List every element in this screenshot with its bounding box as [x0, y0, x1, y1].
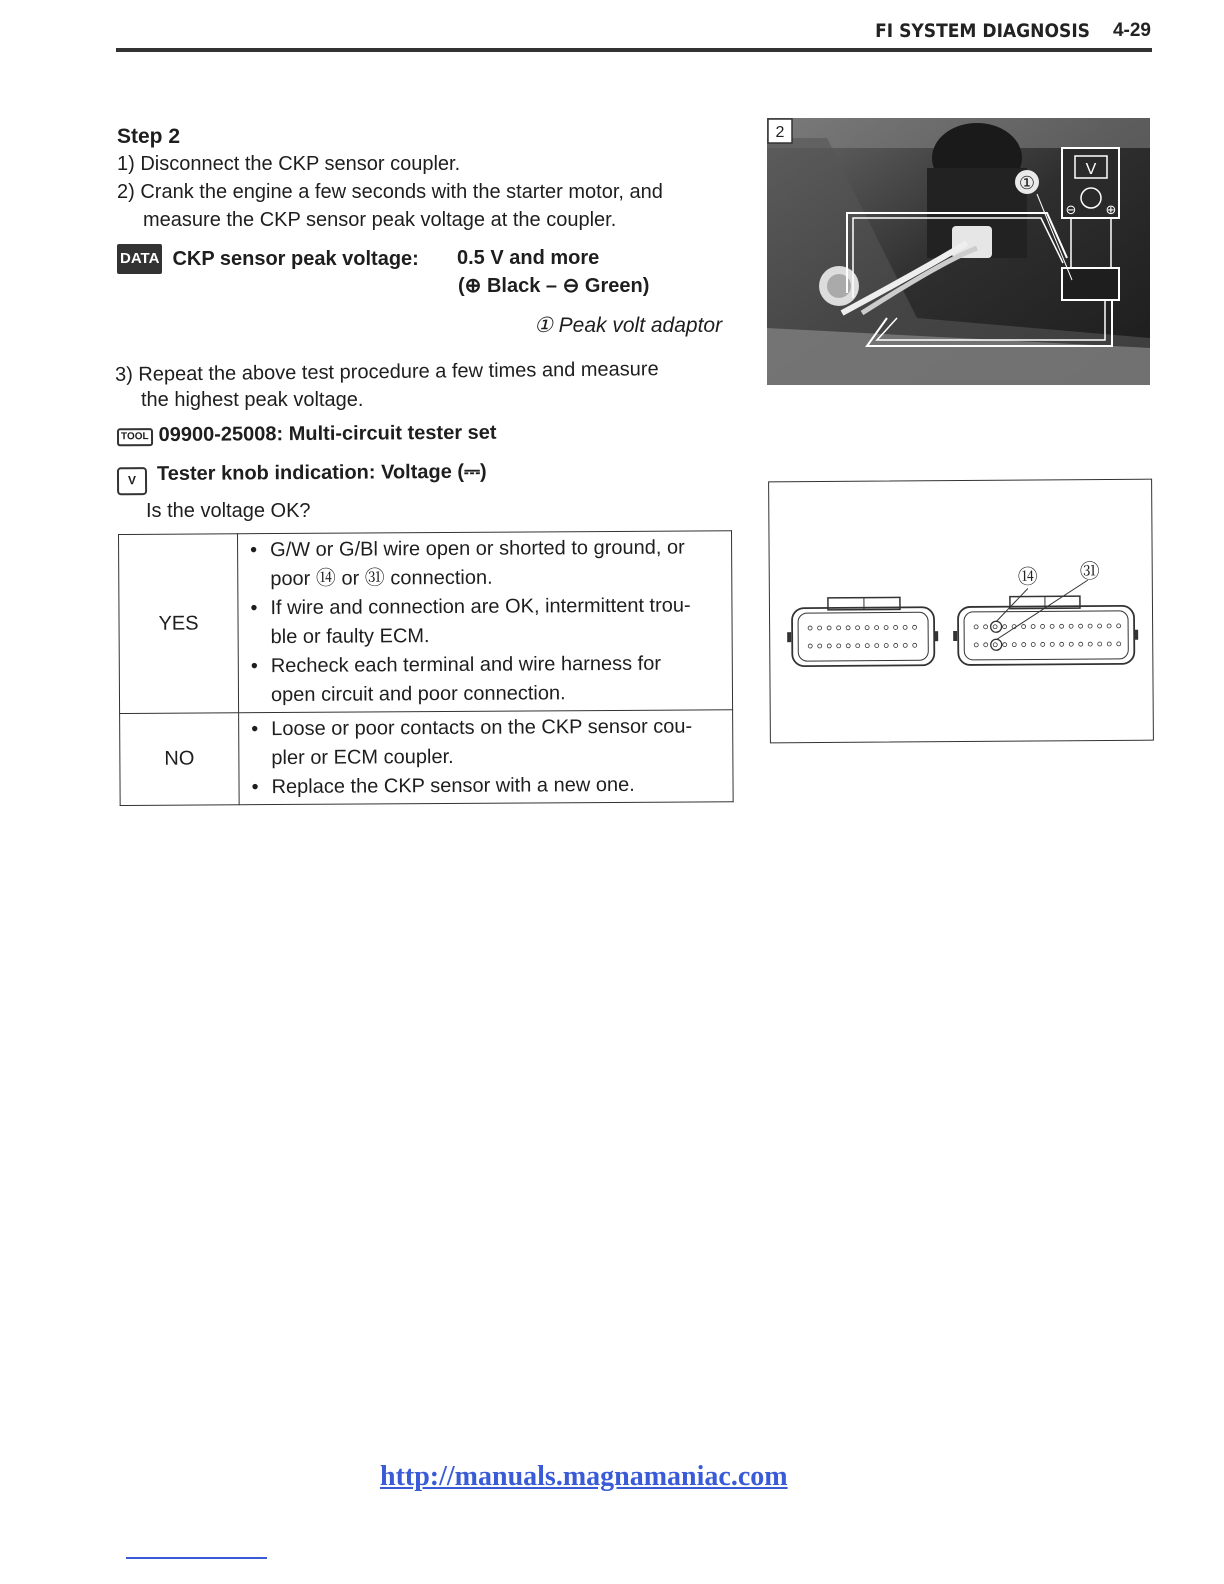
- coupler-pin: [846, 644, 850, 648]
- terminal-31-label: ㉛: [1079, 559, 1100, 584]
- coupler-terminal-diagram: [768, 479, 1154, 744]
- coupler-pin: [993, 625, 997, 629]
- photo-illustration: [767, 118, 1150, 385]
- coupler-pin: [974, 643, 978, 647]
- coupler-pin: [884, 644, 888, 648]
- coupler-pin: [1031, 624, 1035, 628]
- coupler-pin: [1069, 624, 1073, 628]
- coupler-pin: [1098, 642, 1102, 646]
- coupler-pin: [1117, 642, 1121, 646]
- answer-yes: YES: [119, 534, 239, 714]
- item-number: 3): [114, 363, 133, 386]
- list-item: • Loose or poor contacts on the CKP sensor cou- pler or ECM coupler.: [251, 712, 724, 773]
- result-table: [118, 530, 734, 806]
- list-item: • Replace the CKP sensor with a new one.: [251, 770, 724, 802]
- knob-text: Tester knob indication: Voltage (⎓): [156, 460, 487, 486]
- knob-spec: [117, 458, 487, 496]
- step-item-2: [117, 178, 663, 206]
- coupler-pin: [993, 643, 997, 647]
- coupler-illustration: [769, 480, 1151, 741]
- coupler-pin: [894, 643, 898, 647]
- table-row: [119, 531, 733, 714]
- coupler-pin: [875, 626, 879, 630]
- coupler-pin: [846, 626, 850, 630]
- coupler-pin: [1022, 625, 1026, 629]
- panel-number: 2: [775, 124, 785, 141]
- coupler-pin: [884, 626, 888, 630]
- list-item: • Recheck each terminal and wire harness for open circuit and poor connection.: [251, 649, 724, 710]
- tool-text: 09900-25008: Multi-circuit tester set: [158, 421, 497, 447]
- coupler-pin: [1079, 624, 1083, 628]
- spec-label: CKP sensor peak voltage:: [172, 248, 419, 270]
- coupler-pin: [1107, 624, 1111, 628]
- step-item-2-cont: measure the CKP sensor peak voltage at the coupler.: [143, 209, 617, 231]
- item-number: 2): [117, 181, 135, 203]
- coupler-pin: [1069, 642, 1073, 646]
- terminal-14-label: ⑭: [1017, 564, 1038, 589]
- question: Is the voltage OK?: [146, 500, 311, 522]
- coupler-pin: [1060, 642, 1064, 646]
- coupler-pin: [808, 626, 812, 630]
- coupler-pin: [1041, 624, 1045, 628]
- section-title: FI SYSTEM DIAGNOSIS: [875, 20, 1090, 42]
- step-title: Step 2: [117, 125, 181, 148]
- coupler-pin: [1003, 643, 1007, 647]
- plus-terminal: ⊕: [1105, 203, 1117, 218]
- coupler-pin: [1117, 624, 1121, 628]
- coupler-pin: [903, 643, 907, 647]
- coupler-pin: [974, 625, 978, 629]
- coupler-pin: [1098, 624, 1102, 628]
- coupler-pin: [818, 626, 822, 630]
- spec-polarity: (⊕ Black – ⊖ Green): [458, 275, 650, 297]
- coupler-pin: [827, 626, 831, 630]
- coupler-pin: [837, 626, 841, 630]
- list-item: • G/W or G/Bl wire open or shorted to ground, or poor ⑭ or ㉛ connection.: [250, 533, 723, 594]
- list-item: • If wire and connection are OK, intermittent trou- ble or faulty ECM.: [250, 591, 723, 652]
- step-item-1: [117, 150, 460, 178]
- adaptor-callout: ①: [1018, 173, 1036, 194]
- footer-rule: [126, 1557, 267, 1559]
- coupler-pin: [1012, 643, 1016, 647]
- coupler-pin: [984, 643, 988, 647]
- data-spec: [117, 244, 419, 274]
- peak-voltage-photo: [767, 118, 1150, 385]
- spec-value: 0.5 V and more: [457, 247, 600, 269]
- coupler-pin: [837, 644, 841, 648]
- step-item-3: [115, 355, 659, 389]
- item-text: Disconnect the CKP sensor coupler.: [140, 153, 461, 175]
- tool-icon: TOOL: [117, 428, 153, 446]
- tool-spec: [117, 419, 497, 450]
- coupler-pin: [865, 626, 869, 630]
- data-icon: DATA: [117, 244, 162, 274]
- coupler-pin: [1041, 642, 1045, 646]
- coupler-pin: [1079, 642, 1083, 646]
- table-row: [120, 710, 734, 806]
- coupler-pin: [1088, 624, 1092, 628]
- coupler-pin: [913, 643, 917, 647]
- coupler-pin: [903, 625, 907, 629]
- coupler-pin: [1022, 643, 1026, 647]
- coupler-pin: [1003, 625, 1007, 629]
- coupler-pin: [856, 626, 860, 630]
- coupler-pin: [1031, 642, 1035, 646]
- yes-actions: [238, 531, 733, 713]
- coupler-pin: [865, 644, 869, 648]
- tester-knob-icon: V: [117, 467, 147, 495]
- item-text: Repeat the above test procedure a few times and measure: [138, 358, 659, 386]
- figure-callout: ① Peak volt adaptor: [534, 314, 723, 337]
- coupler-pin: [1060, 624, 1064, 628]
- minus-terminal: ⊖: [1065, 203, 1077, 218]
- item-text: Crank the engine a few seconds with the starter motor, and: [140, 181, 663, 203]
- coupler-pin: [827, 644, 831, 648]
- answer-no: NO: [120, 713, 240, 806]
- coupler-pin: [1107, 642, 1111, 646]
- coupler-pin: [984, 625, 988, 629]
- coupler-pin: [913, 625, 917, 629]
- coupler-pin: [1088, 642, 1092, 646]
- no-actions: [239, 710, 734, 805]
- step-item-3-cont: the highest peak voltage.: [141, 389, 364, 411]
- coupler-pin: [856, 644, 860, 648]
- page-number: 4-29: [1112, 20, 1151, 41]
- footer-link[interactable]: http://manuals.magnamaniac.com: [380, 1461, 788, 1492]
- item-number: 1): [117, 153, 135, 175]
- coupler-pin: [818, 644, 822, 648]
- coupler-pin: [894, 625, 898, 629]
- coupler-pin: [1050, 642, 1054, 646]
- coupler-pin: [808, 644, 812, 648]
- header-rule: [116, 48, 1152, 52]
- coupler-pin: [1050, 624, 1054, 628]
- meter-label: V: [1085, 161, 1097, 178]
- coupler-pin: [875, 644, 879, 648]
